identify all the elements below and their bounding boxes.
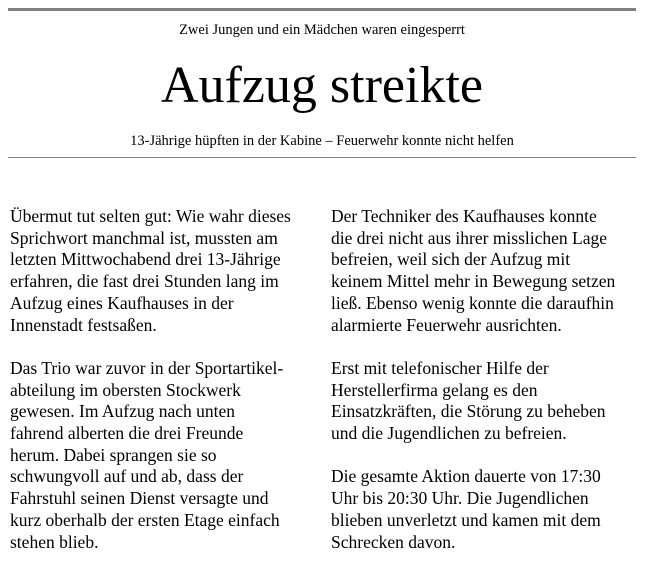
article-kicker: Zwei Jungen und ein Mädchen waren eingesperrt bbox=[179, 22, 465, 38]
paragraph: Der Techniker des Kaufhauses konnte die drei nicht aus ihrer misslichen Lage befreien, weil sich der Aufzug mit keinem Mittel mehr in Bewegung setzen ließ. Ebenso wenig konnte die daraufhin alarmierte Feuerwehr ausrichten. bbox=[331, 206, 616, 335]
top-rule bbox=[8, 8, 636, 11]
paragraph: Übermut tut selten gut: Wie wahr dieses Sprichwort manchmal ist, mussten am letzten Mittwochabend drei 13-Jährige erfahren, die fast drei Stunden lang im Aufzug eines Kaufhauses in der Innenstadt festsaßen. bbox=[10, 206, 291, 335]
article-column-left bbox=[10, 206, 328, 575]
article-subtitle: 13-Jährige hüpften in der Kabine – Feuerwehr konnte nicht helfen bbox=[130, 133, 514, 149]
paragraph: Erst mit telefonischer Hilfe der Herstellerfirma gelang es den Einsatzkräften, die Störung zu beheben und die Jugendlichen zu befreien. bbox=[331, 357, 606, 444]
article-headline: Aufzug streikte bbox=[160, 57, 483, 114]
paragraph: Das Trio war zuvor in der Sportartikel- abteilung im obersten Stockwerk gewesen. Im Aufzug nach unten fahrend alberten die drei Freunde herum. Dabei sprangen sie so schwungvoll auf und ab, dass der Fahrstuhl seinen Dienst versagte und kurz oberhalb der ersten Etage einfach stehen blieb. bbox=[10, 357, 284, 552]
bottom-rule bbox=[8, 157, 636, 158]
article-column-right bbox=[331, 206, 643, 575]
paragraph: Die gesamte Aktion dauerte von 17:30 Uhr bis 20:30 Uhr. Die Jugendlichen blieben unverletzt und kamen mit dem Schrecken davon. bbox=[331, 466, 601, 552]
